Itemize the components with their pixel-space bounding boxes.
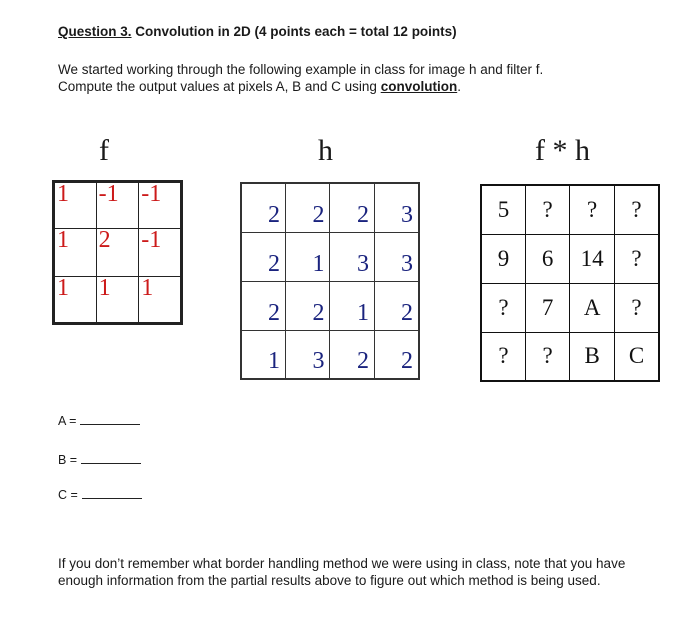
matrix-cell: 1	[330, 281, 374, 330]
matrix-row	[54, 276, 182, 323]
matrix-cell: 3	[286, 330, 330, 379]
matrix-cell: ?	[481, 283, 525, 332]
matrix-cell: 14	[570, 234, 615, 283]
filter-matrix	[52, 180, 183, 325]
intro-emphasis: convolution	[380, 79, 458, 94]
matrix-row	[241, 281, 419, 330]
matrix-row	[54, 182, 182, 229]
question-number: Question 3.	[58, 24, 132, 39]
matrix-cell: 3	[374, 232, 419, 281]
answer-a-row	[58, 414, 140, 428]
matrix-cell: 2	[241, 232, 286, 281]
matrix-cell: 2	[241, 183, 286, 232]
matrix-cell: 3	[330, 232, 374, 281]
matrix-cell: ?	[614, 185, 659, 234]
matrix-cell: -1	[96, 182, 139, 229]
matrix-cell: 1	[286, 232, 330, 281]
matrix-cell: 1	[54, 229, 97, 276]
intro-text	[58, 61, 543, 95]
matrix-row	[241, 183, 419, 232]
border-handling-note: If you don’t remember what border handling method we were using in class, note that you have enough information from the partial results above to figure out which method is being used.	[58, 556, 626, 588]
matrix-cell: 2	[286, 183, 330, 232]
matrix-row	[481, 185, 659, 234]
matrix-cell: 2	[286, 281, 330, 330]
output-title: f * h	[535, 134, 590, 167]
matrix-cell: 2	[374, 330, 419, 379]
output-matrix	[480, 184, 660, 382]
image-matrix	[240, 182, 420, 380]
matrix-cell: 7	[525, 283, 569, 332]
matrix-cell: ?	[614, 234, 659, 283]
matrix-cell: 5	[481, 185, 525, 234]
intro-line-2	[58, 78, 543, 95]
matrix-cell: 6	[525, 234, 569, 283]
matrix-row	[481, 234, 659, 283]
matrix-cell: 1	[96, 276, 139, 323]
matrix-row	[481, 283, 659, 332]
intro-line-1: We started working through the following example in class for image h and filter f.	[58, 62, 544, 77]
question-heading	[58, 24, 457, 39]
matrix-cell: 1	[54, 276, 97, 323]
matrix-cell: ?	[614, 283, 659, 332]
matrix-cell: C	[614, 332, 659, 381]
image-title: h	[318, 134, 333, 167]
question-title: Convolution in 2D (4 points each = total 12 points)	[135, 24, 457, 39]
answer-b-row	[58, 453, 141, 467]
matrix-cell: B	[570, 332, 615, 381]
matrix-cell: 2	[330, 330, 374, 379]
answer-c-row	[58, 488, 142, 502]
matrix-cell: 2	[374, 281, 419, 330]
filter-title: f	[99, 134, 109, 167]
matrix-cell: 2	[96, 229, 139, 276]
matrix-cell: 2	[241, 281, 286, 330]
matrix-row	[54, 229, 182, 276]
matrix-row	[481, 332, 659, 381]
matrix-cell: ?	[570, 185, 615, 234]
answer-c-label: C =	[58, 488, 78, 502]
matrix-cell: A	[570, 283, 615, 332]
intro-line-2-prefix: Compute the output values at pixels A, B and C using	[58, 79, 381, 94]
matrix-cell: 1	[139, 276, 182, 323]
matrix-cell: ?	[525, 185, 569, 234]
answer-b-label: B =	[58, 453, 78, 467]
matrix-row	[241, 232, 419, 281]
matrix-cell: 1	[54, 182, 97, 229]
answer-b-blank[interactable]	[81, 462, 141, 464]
answer-c-blank[interactable]	[82, 497, 142, 499]
matrix-cell: ?	[481, 332, 525, 381]
answer-a-blank[interactable]	[80, 423, 140, 425]
matrix-cell: -1	[139, 182, 182, 229]
intro-line-2-suffix: .	[457, 79, 461, 94]
answer-a-label: A =	[58, 414, 77, 428]
matrix-cell: 2	[330, 183, 374, 232]
matrix-cell: -1	[139, 229, 182, 276]
matrix-cell: ?	[525, 332, 569, 381]
matrix-cell: 3	[374, 183, 419, 232]
matrix-row	[241, 330, 419, 379]
matrix-cell: 9	[481, 234, 525, 283]
matrix-cell: 1	[241, 330, 286, 379]
